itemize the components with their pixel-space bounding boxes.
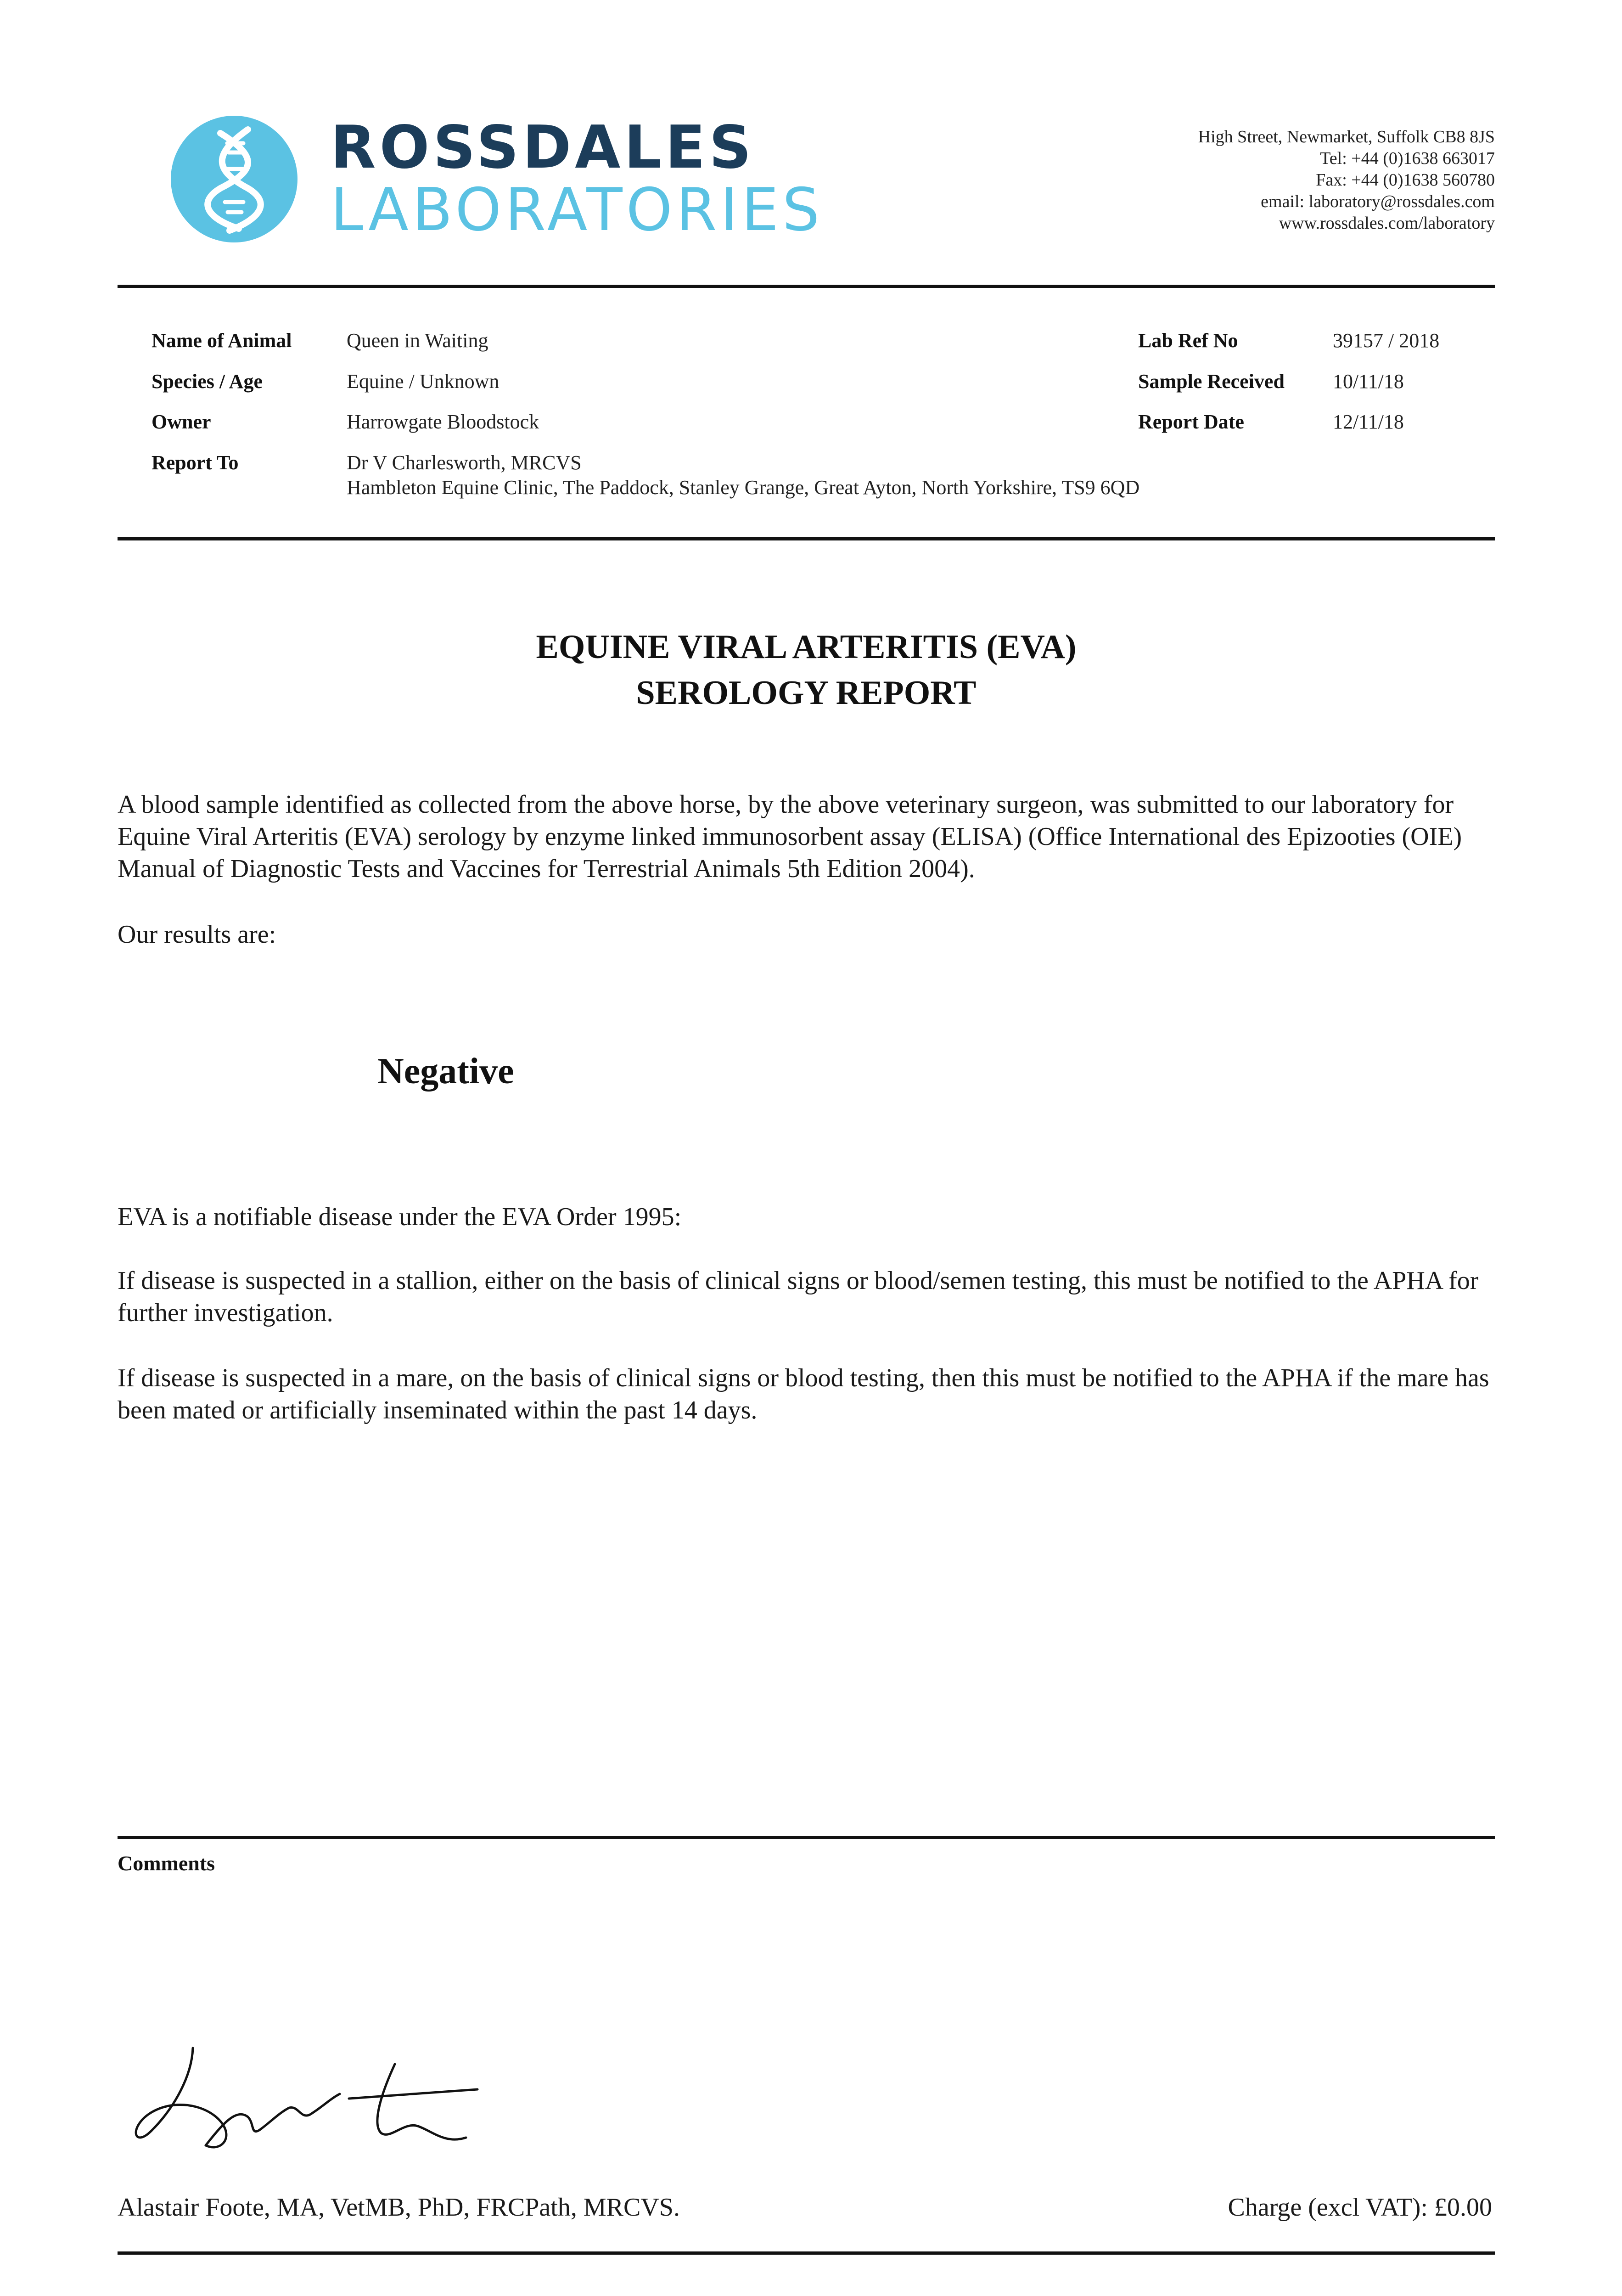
report-date-label: Report Date (1138, 411, 1244, 433)
comments-label: Comments (118, 1851, 215, 1875)
name-of-animal-label: Name of Animal (152, 329, 292, 352)
contact-website[interactable]: www.rossdales.com/laboratory (1279, 214, 1495, 233)
sample-received-value: 10/11/18 (1333, 370, 1404, 393)
report-to-label: Report To (152, 451, 239, 474)
species-age-label: Species / Age (152, 370, 263, 393)
species-age-value: Equine / Unknown (347, 370, 500, 393)
notifiable-statement: EVA is a notifiable disease under the EVA Order 1995: (118, 1203, 682, 1231)
report-date-value: 12/11/18 (1333, 411, 1404, 433)
brand-name-line1: ROSSDALES (331, 113, 755, 182)
header-divider (118, 285, 1495, 288)
charge-text: Charge (excl VAT): £0.00 (1228, 2193, 1492, 2222)
owner-value: Harrowgate Bloodstock (347, 411, 539, 433)
lab-ref-value: 39157 / 2018 (1333, 329, 1440, 352)
intro-paragraph: A blood sample identified as collected from the above horse, by the above veterinary surgeon, was submitted to our laboratory for Equine Viral Arteritis (EVA) serology by enzyme linked immunosorbent assay (ELISA) (Office International des Epizooties (OIE) Manual of Diagnostic Tests and Vaccines for Terrestrial Animals 5th Edition 2004). (118, 790, 1462, 883)
results-intro: Our results are: (118, 920, 276, 949)
owner-label: Owner (152, 411, 211, 433)
contact-email[interactable]: email: laboratory@rossdales.com (1261, 192, 1495, 211)
report-title-line2: SEROLOGY REPORT (636, 674, 977, 712)
report-title-line1: EQUINE VIRAL ARTERITIS (EVA) (536, 628, 1077, 666)
footer-divider (118, 2251, 1495, 2255)
brand-name-line2: LABORATORIES (331, 176, 824, 244)
lab-ref-label: Lab Ref No (1138, 329, 1238, 352)
contact-address: High Street, Newmarket, Suffolk CB8 8JS (1198, 127, 1495, 146)
contact-tel: Tel: +44 (0)1638 663017 (1320, 149, 1495, 168)
report-to-line1: Dr V Charlesworth, MRCVS (347, 451, 582, 474)
signatory-name: Alastair Foote, MA, VetMB, PhD, FRCPath, MRCVS. (118, 2193, 680, 2222)
result-value: Negative (377, 1051, 514, 1092)
signature (124, 2039, 482, 2172)
contact-block (1198, 126, 1495, 234)
contact-fax: Fax: +44 (0)1638 560780 (1316, 170, 1495, 190)
name-of-animal-value: Queen in Waiting (347, 329, 488, 352)
comments-divider (118, 1836, 1495, 1839)
details-divider (118, 537, 1495, 540)
mare-note: If disease is suspected in a mare, on the basis of clinical signs or blood testing, then this must be notified to the APHA if the mare has been mated or artificially inseminated within the past 14 days. (118, 1364, 1489, 1424)
sample-received-label: Sample Received (1138, 370, 1285, 393)
dna-helix-icon (170, 115, 298, 243)
stallion-note: If disease is suspected in a stallion, either on the basis of clinical signs or blood/semen testing, this must be notified to the APHA for further investigation. (118, 1266, 1479, 1327)
report-to-line2: Hambleton Equine Clinic, The Paddock, Stanley Grange, Great Ayton, North Yorkshire, TS9 6QD (347, 476, 1140, 499)
